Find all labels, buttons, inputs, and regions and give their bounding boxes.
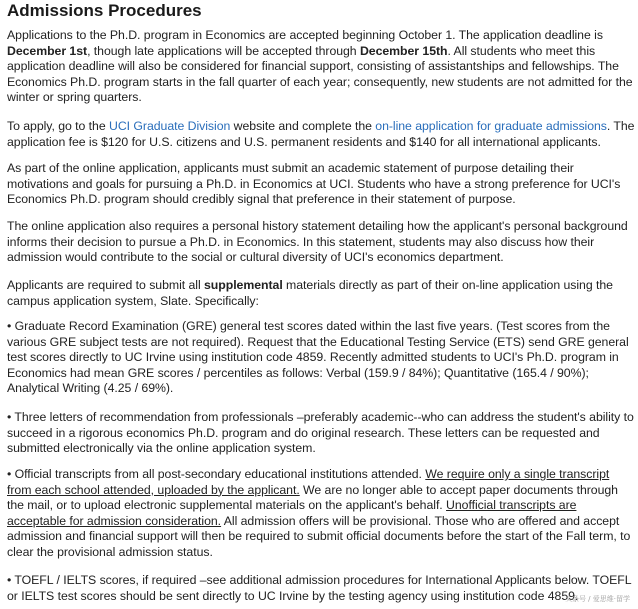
paragraph-personal-history: The online application also requires a personal history statement detailing how the applicant's personal background informs their decision to pursue a Ph.D. in Economics. In this statement, students may also discuss how their admission would contribute to the social or cultural diversity of UCI's economics department. [7, 219, 628, 265]
paragraph-supplemental [7, 278, 635, 309]
text: materials directly as part of their on-line application using the campus application system, Slate. Specifically: [7, 278, 613, 308]
supplemental-emphasis: supplemental [204, 278, 283, 292]
paragraph-how-to-apply [7, 119, 635, 150]
text: . All students who meet this application deadline will also be considered for financial support, consisting of assistantships and fellowships. The Economics Ph.D. program starts in the fall quarter of each year; consequently, new students are not admitted for the winter or spring quarters. [7, 43, 633, 105]
text: Applications to the Ph.D. program in Economics are accepted beginning October 1. The application deadline is [7, 28, 603, 42]
text: , though late applications will be accepted through [87, 43, 360, 58]
text: Applicants are required to submit all [7, 278, 205, 292]
graduate-division-link[interactable]: UCI Graduate Division [109, 119, 231, 133]
text: All admission offers will be provisional. Those who are offered and accept admission and financial support will then be required to submit official documents before the start of the Fall term, to clear the provisional admission status. [7, 513, 631, 559]
text: We are no longer able to accept paper documents through the mail, or to upload electronic supplemental materials on the applicant's behalf. [7, 482, 618, 513]
transcript-requirement: We require only a single transcript from each school attended, uploaded by the applicant. [7, 467, 610, 497]
watermark: 头条号 / 爱思维·留学 [564, 595, 630, 603]
text: To apply, go to the [7, 119, 109, 133]
list-item-recommendations: • Three letters of recommendation from professionals –preferably academic--who can address the student's ability to succeed in a rigorous economics Ph.D. program and do original research. These letters can be requested and submitted electronically via the online application system. [7, 410, 634, 456]
unofficial-transcripts-note: Unofficial transcripts are acceptable for admission consideration. [7, 498, 577, 528]
paragraph-deadlines [7, 28, 635, 106]
text: • Official transcripts from all post-secondary educational institutions attended. [7, 467, 426, 481]
list-item-transcripts [7, 467, 635, 561]
text: . The application fee is $120 for U.S. citizens and U.S. permanent residents and $140 for all international applicants. [7, 119, 635, 149]
deadline-date: December 1st [7, 43, 88, 58]
online-application-link[interactable]: on-line application for graduate admissions [375, 119, 607, 133]
list-item-toefl: • TOEFL / IELTS scores, if required –see additional admission procedures for International Applicants below. TOEFL or IELTS test scores should be sent directly to UC Irvine by the testing agency using institution code 4859. [7, 573, 632, 603]
list-item-gre: • Graduate Record Examination (GRE) general test scores dated within the last five years. (Test scores from the various GRE subject tests are not required). Request that the Educational Testing Service (ETS) send GRE general test scores directly to UC Irvine using institution code 4859. Recently admitted students to UCI's Ph.D. program in Economics had mean GRE scores / percentiles as follows: Verbal (159.9 / 84%); Quantitative (165.4 / 90%); Analytical Writing (4.25 / 69%). [7, 319, 629, 396]
page-title: Admissions Procedures [7, 1, 202, 20]
paragraph-statement-of-purpose: As part of the online application, applicants must submit an academic statement of purpose detailing their motivations and goals for pursuing a Ph.D. in Economics at UCI. Students who have a strong preference for UCI's Economics Ph.D. program should credibly signal that preference in their statement of purpose. [7, 161, 621, 207]
late-deadline-date: December 15th [359, 43, 448, 58]
text: website and complete the [230, 119, 376, 133]
